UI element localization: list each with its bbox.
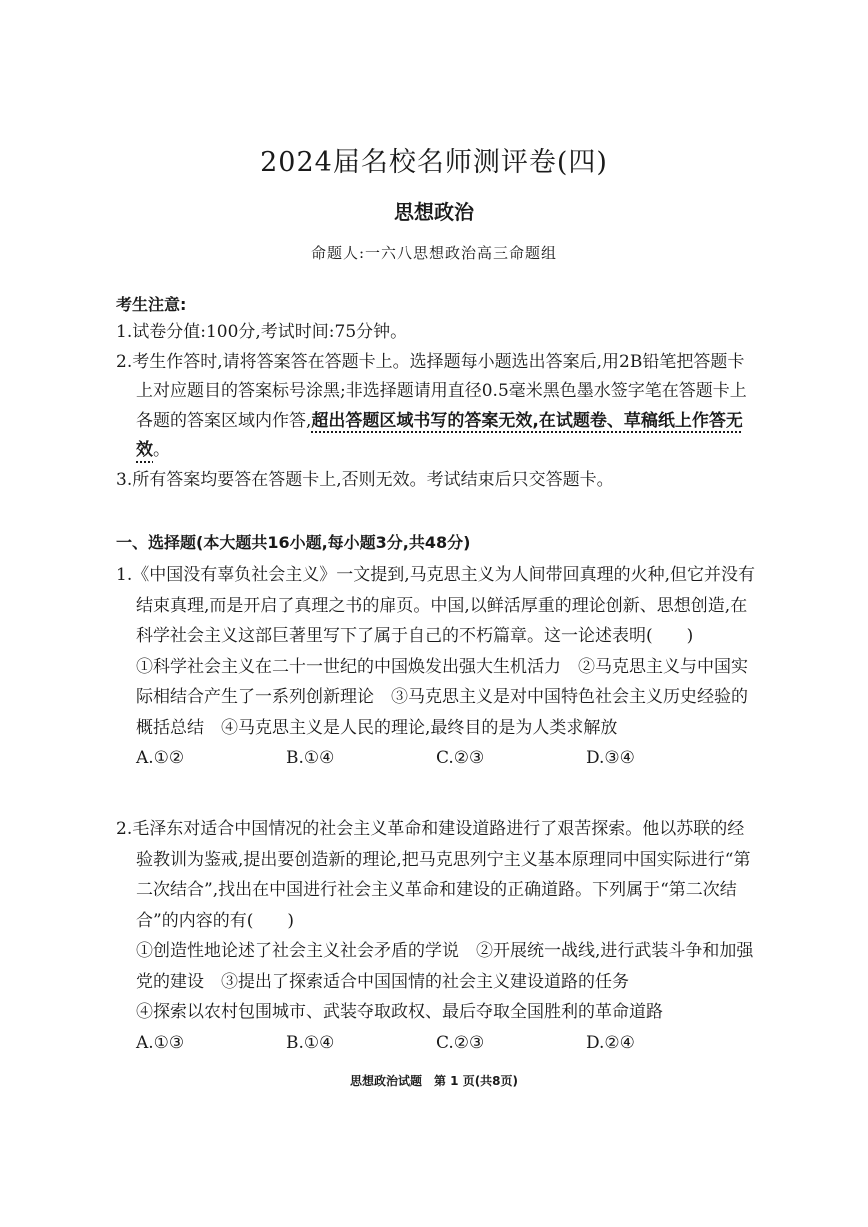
question-2-stem: 2.毛泽东对适合中国情况的社会主义革命和建设道路进行了艰苦探索。他以苏联的经验教训为鉴戒,提出要创造新的理论,把马克思列宁主义基本原理同中国实际进行“第二次结合”,找出在中国进行社会主义革命和建设的正确道路。下列属于“第二次结合”的内容的有( ) — [116, 819, 751, 931]
notice-item-3: 3.所有答案均要答在答题卡上,否则无效。考试结束后只交答题卡。 — [116, 469, 614, 490]
choice-c: C.②③ — [436, 748, 485, 768]
choice-b: B.①④ — [286, 1032, 335, 1053]
notice-item-1: 1.试卷分值:100分,考试时间:75分钟。 — [116, 322, 408, 342]
question-2-options: ①创造性地论述了社会主义社会矛盾的学说 ②开展统一战线,进行武装斗争和加强党的建设 ③提出了探索适合中国国情的社会主义建设道路的任务 — [136, 941, 754, 992]
notice-item-2-end: 。 — [153, 440, 170, 460]
choice-c: C.②③ — [436, 1032, 485, 1053]
question-1-options: ①科学社会主义在二十一世纪的中国焕发出强大生机活力 ②马克思主义与中国实际相结合产生了一系列创新理论 ③马克思主义是对中国特色社会主义历史经验的概括总结 ④马克思主义是人民的理论,最终目的是为人类求解放 — [136, 656, 748, 738]
choice-a: A.①③ — [136, 1032, 185, 1053]
exam-title: 2024届名校名师测评卷(四) — [260, 147, 608, 178]
notice-item-2-text: 2.考生作答时,请将答案答在答题卡上。选择题每小题选出答案后,用2B铅笔把答题卡上对应题目的答案标号涂黑;非选择题请用直径0.5毫米黑色墨水签字笔在答题卡上各题的答案区域内作答, — [116, 351, 747, 431]
choice-d: D.③④ — [586, 748, 635, 768]
question-1 — [116, 560, 756, 774]
question-1-choices — [116, 743, 756, 774]
section-heading: 一、选择题(本大题共16小题,每小题3分,共48分) — [116, 533, 471, 552]
subject-title: 思想政治 — [394, 200, 474, 224]
question-1-stem: 1.《中国没有辜负社会主义》一文提到,马克思主义为人间带回真理的火种,但它并没有结束真理,而是开启了真理之书的扉页。中国,以鲜活厚重的理论创新、思想创造,在科学社会主义这部巨著里写下了属于自己的不朽篇章。这一论述表明( ) — [116, 565, 756, 646]
notice-item-2-emphasis: 超出答题区域书写的答案无效,在试题卷、草稿纸上作答无效 — [136, 410, 743, 460]
notice-list — [116, 318, 756, 495]
choice-d: D.②④ — [586, 1032, 635, 1053]
notice-heading: 考生注意: — [116, 295, 187, 314]
author-line: 命题人:一六八思想政治高三命题组 — [310, 244, 558, 262]
question-2-choices — [116, 1028, 756, 1059]
page-footer: 思想政治试题 第 1 页(共8页) — [349, 1074, 519, 1088]
notice-item-2 — [116, 348, 756, 466]
choice-b: B.①④ — [286, 748, 335, 768]
question-2 — [116, 814, 756, 1058]
choice-a: A.①② — [136, 748, 185, 768]
question-2-options-line: ④探索以农村包围城市、武装夺取政权、最后夺取全国胜利的革命道路 — [136, 1002, 663, 1022]
